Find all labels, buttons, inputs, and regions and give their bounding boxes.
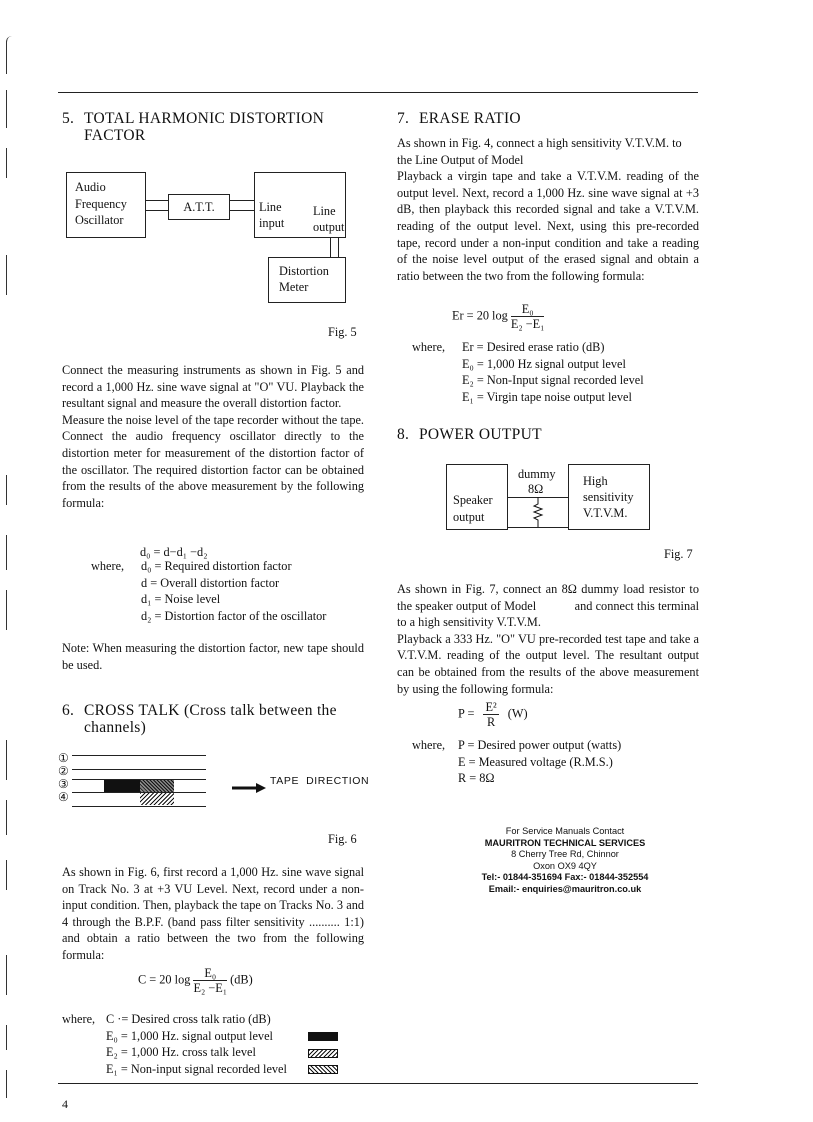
fig6-caption: Fig. 6 <box>328 832 357 846</box>
page-number: 4 <box>62 1097 68 1111</box>
section-5-note: Note: When measuring the distortion factor, new tape should be used. <box>62 641 364 672</box>
recorder-box: Line input Line output <box>254 172 346 238</box>
att-box: A.T.T. <box>168 194 230 220</box>
resistor-icon <box>532 497 544 532</box>
erase-ratio-formula: Er = 20 log $\frac{\text{E₀}}{\text{E₂ −E₁}}$ <box>452 302 545 331</box>
section-5 <box>62 110 364 144</box>
oscillator-box: Audio Frequency Oscillator <box>66 172 146 238</box>
fig5-caption: Fig. 5 <box>328 325 357 339</box>
section-7-para: As shown in Fig. 4, connect a high sensitivity V.T.V.M. to the Line Output of Model <box>397 136 682 167</box>
section-8-body: As shown in Fig. 7, connect an 8Ω dummy load resistor to the speaker output of Model and connect this terminal to a high sensitivity V.T.V.M. Playback a 333 Hz. "O" VU pre-recorded test tape and take a V.T.V.M. reading of the output level. The resultant output can be obtained from the results of the above measurement by using the following formula: <box>397 582 703 696</box>
vtvm-box: High sensitivity V.T.V.M. <box>568 464 650 530</box>
dummy-load-label: dummy <box>518 467 556 481</box>
crosstalk-hatched-block-4 <box>140 793 174 805</box>
section-5-where: where, d₀ = Required distortion factor d = Overall distortion factor d₁ = Noise level d₂ = Distortion factor of the oscillator <box>91 559 327 623</box>
crosstalk-swatch <box>308 1049 338 1058</box>
section-7-title: 7. ERASE RATIO <box>397 110 521 127</box>
section-7-para2: Playback a virgin tape and take a V.T.V.M. reading of the output level. Next, record a 1,000 Hz. sine wave signal at +3 dB, then playback this recorded signal and take a V.T.V.M. reading of the output level. Next, using this pre-recorded tape, record under a non-input condition and take a reading of the noise level output of the erased signal and obtain a ratio between the two from the following formula: <box>397 169 699 283</box>
section-5-body <box>62 362 364 511</box>
service-contact-stamp: For Service Manuals Contact MAURITRON TECHNICAL SERVICES 8 Cherry Tree Rd, Chinnor Oxon OX9 4QY Tel:- 01844-351694 Fax:- 01844-352554 Email:- enquiries@mauritron.co.uk <box>481 826 649 894</box>
section-5-para2: Measure the noise level of the tape recorder without the tape. Connect the audio frequency oscillator directly to the distortion meter for measurement of the distortion factor of the oscillator. The required distortion factor can be obtained from the results of the above measurement by the following formula: <box>62 412 364 510</box>
top-rule <box>58 92 698 93</box>
noninput-swatch <box>308 1065 338 1074</box>
section-8-where: where, P = Desired power output (watts) E = Measured voltage (R.M.S.) R = 8Ω <box>412 738 622 786</box>
section-5-title: 5. TOTAL HARMONIC DISTORTION FACTOR <box>62 110 325 144</box>
tape-direction-arrow-icon <box>232 780 266 798</box>
track-3-label: ③ <box>58 777 69 791</box>
section-6-title: 6. CROSS TALK (Cross talk between the channels) <box>62 702 337 736</box>
speaker-output-box: Speaker output <box>446 464 508 530</box>
fig7-caption: Fig. 7 <box>664 547 693 561</box>
crosstalk-formula: C = 20 log $\frac{\text{E₀}}{\text{E₂ −E₁}}$ (dB) <box>138 966 253 995</box>
tape-direction-label: TAPE DIRECTION <box>270 775 370 787</box>
track-1-label: ① <box>58 751 69 765</box>
section-7-where: where, Er = Desired erase ratio (dB) E₀ = 1,000 Hz signal output level E₂ = Non-Input signal recorded level E₁ = Virgin tape noise output level <box>412 340 644 404</box>
dummy-load-value: 8Ω <box>528 482 544 496</box>
section-6 <box>62 702 364 736</box>
section-8-title: 8. POWER OUTPUT <box>397 426 542 443</box>
signal-output-swatch <box>308 1032 338 1041</box>
section-6-body: As shown in Fig. 6, first record a 1,000 Hz. sine wave signal on Track No. 3 at +3 VU Level. Next, record under a non-input condition. Then, playback the tape on Tracks No. 3 and 4 through the B.P.F. (band pass filter sensitivity .......... 1:1) and obtain a ratio between the two from the following formula: <box>62 865 364 962</box>
distortion-meter-box: Distortion Meter <box>268 257 346 303</box>
distortion-formula: d₀ = d−d₁ −d₂ <box>140 545 208 559</box>
track-4-label: ④ <box>58 790 69 804</box>
section-6-where: where, C ·= Desired cross talk ratio (dB) E₀ = 1,000 Hz. signal output level E₂ = 1,000 Hz. cross talk level E₁ = Non-input signal recorded level <box>62 1011 338 1077</box>
bottom-rule <box>58 1083 698 1084</box>
track-2-label: ② <box>58 764 69 778</box>
crosstalk-hatched-block <box>140 780 174 792</box>
section-8 <box>397 426 699 443</box>
section-5-para1: Connect the measuring instruments as shown in Fig. 5 and record a 1,000 Hz. sine wave signal at "O" VU. Playback the resultant signal and measure the overall distortion factor. <box>62 363 364 411</box>
section-7 <box>397 110 699 284</box>
power-formula: P = $\frac{\text{E²}}{R}$ (W) <box>458 700 528 729</box>
